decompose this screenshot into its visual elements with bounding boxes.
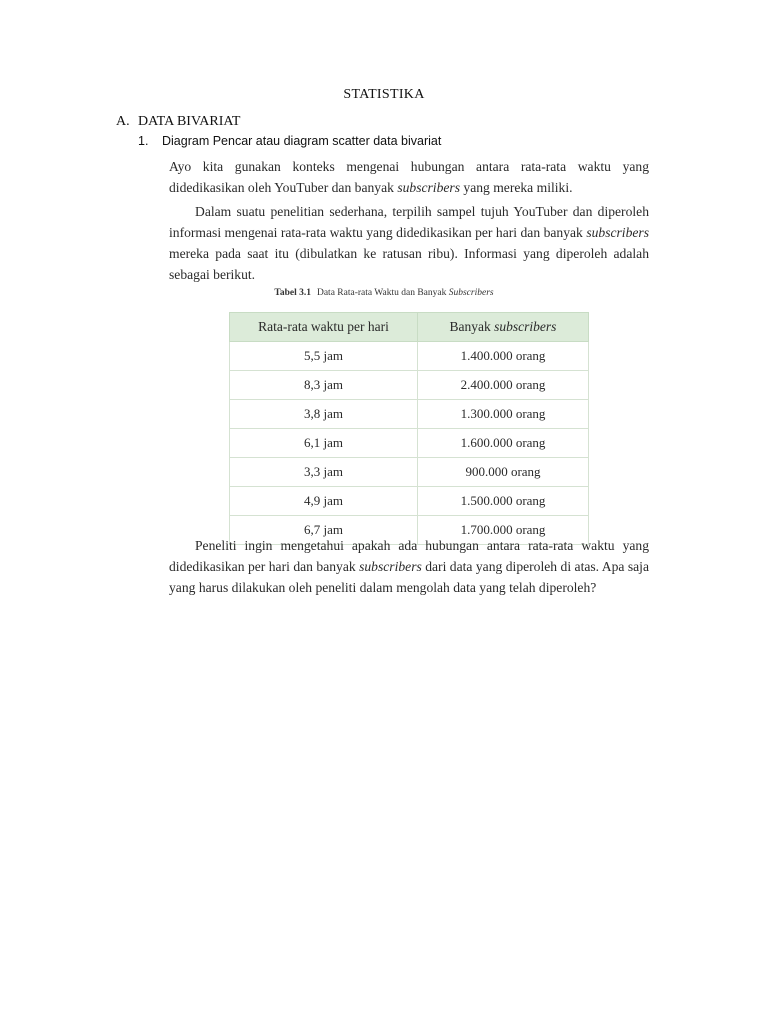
table-header-row [230, 313, 589, 342]
cell-waktu: 5,5 jam [230, 342, 418, 371]
cell-waktu: 4,9 jam [230, 487, 418, 516]
table-caption [0, 288, 768, 298]
cell-waktu: 3,8 jam [230, 400, 418, 429]
table-row [230, 458, 589, 487]
paragraph-intro [169, 156, 649, 198]
list-item-heading [138, 134, 441, 148]
table-row [230, 371, 589, 400]
paragraph-intro-text: Ayo kita gunakan konteks mengenai hubungan antara rata-rata waktu yang didedikasikan oleh YouTuber dan banyak [169, 159, 649, 195]
cell-waktu: 8,3 jam [230, 371, 418, 400]
paragraph-intro-italic: subscribers [397, 180, 460, 195]
page-title: STATISTIKA [343, 87, 425, 102]
paragraph-question [169, 535, 649, 598]
cell-subscribers: 1.400.000 orang [418, 342, 589, 371]
paragraph-study-italic: subscribers [586, 225, 649, 240]
cell-subscribers: 1.500.000 orang [418, 487, 589, 516]
cell-subscribers: 1.300.000 orang [418, 400, 589, 429]
data-table [229, 312, 589, 545]
cell-waktu: 3,3 jam [230, 458, 418, 487]
cell-subscribers: 2.400.000 orang [418, 371, 589, 400]
cell-subscribers: 1.700.000 orang [418, 516, 589, 545]
table-caption-text: Data Rata-rata Waktu dan Banyak [316, 288, 449, 298]
cell-subscribers: 1.600.000 orang [418, 429, 589, 458]
list-item-label: Diagram Pencar atau diagram scatter data bivariat [162, 134, 442, 148]
cell-subscribers: 900.000 orang [418, 458, 589, 487]
section-label: DATA BIVARIAT [138, 114, 241, 129]
paragraph-study-text-end: mereka pada saat itu (dibulatkan ke ratusan ribu). Informasi yang diperoleh adalah sebagai berikut. [169, 246, 649, 282]
header-subscribers-prefix: Banyak [449, 319, 495, 334]
header-waktu: Rata-rata waktu per hari [230, 313, 418, 342]
table-row [230, 400, 589, 429]
table-row [230, 487, 589, 516]
header-subscribers [418, 313, 589, 342]
table-caption-italic: Subscribers [448, 288, 494, 298]
list-item-number: 1. [138, 134, 149, 148]
paragraph-question-text: Peneliti ingin mengetahui apakah ada hubungan antara rata-rata waktu yang didedikasikan per hari dan banyak [169, 538, 649, 574]
paragraph-intro-text-end: yang mereka miliki. [460, 180, 573, 195]
table-row [230, 342, 589, 371]
section-heading [116, 114, 240, 130]
paragraph-study-text: Dalam suatu penelitian sederhana, terpilih sampel tujuh YouTuber dan diperoleh informasi mengenai rata-rata waktu yang didedikasikan per hari dan banyak [169, 204, 649, 240]
paragraph-question-italic: subscribers [359, 559, 422, 574]
cell-waktu: 6,1 jam [230, 429, 418, 458]
table-caption-label: Tabel 3.1 [274, 288, 311, 298]
paragraph-question-text-end: dari data yang diperoleh di atas. Apa saja yang harus dilakukan oleh peneliti dalam mengolah data yang telah diperoleh? [169, 559, 649, 595]
table-row [230, 429, 589, 458]
header-subscribers-italic: subscribers [494, 319, 557, 334]
cell-waktu: 6,7 jam [230, 516, 418, 545]
section-number: A. [116, 114, 130, 129]
paragraph-study [169, 201, 649, 285]
